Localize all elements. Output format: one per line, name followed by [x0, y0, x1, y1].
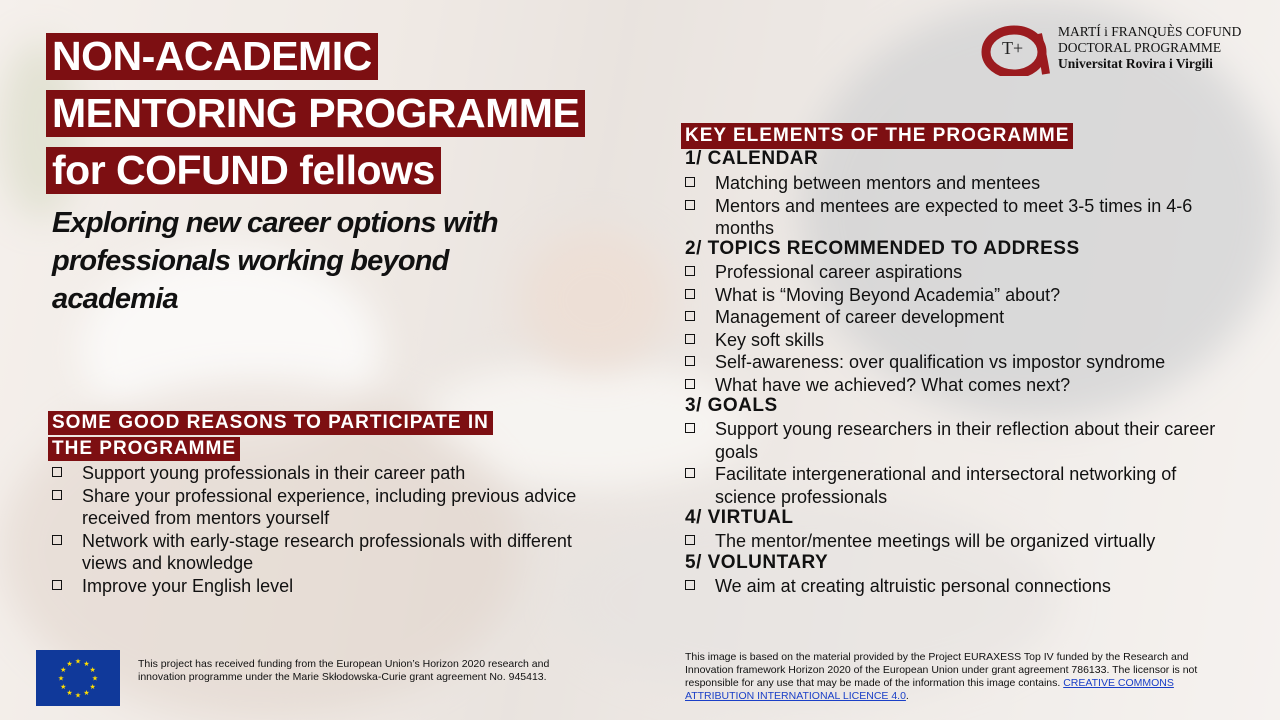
- eu-flag-icon: [36, 650, 120, 706]
- subtitle: Exploring new career options with professionals working beyond academia: [52, 207, 498, 315]
- eu-star: ★: [74, 658, 82, 666]
- checkbox-icon: [685, 580, 695, 590]
- list-item-text: What have we achieved? What comes next?: [715, 374, 1071, 395]
- eu-star: ★: [57, 675, 65, 683]
- checkbox-icon: [685, 334, 695, 344]
- checkbox-icon: [685, 311, 695, 321]
- list-item: [685, 418, 1225, 463]
- list-item: [685, 351, 1225, 374]
- urv-logo-icon: [980, 20, 1050, 76]
- list-item: [685, 530, 1225, 553]
- checkbox-icon: [52, 535, 62, 545]
- checkbox-icon: [685, 200, 695, 210]
- list-item-text: Share your professional experience, including previous advice received from mentors yourself: [82, 485, 577, 528]
- title-line-2: MENTORING PROGRAMME: [46, 90, 585, 137]
- checkbox-icon: [685, 266, 695, 276]
- list-item: [685, 284, 1225, 307]
- list-item-text: Network with early-stage research professionals with different views and knowledge: [82, 530, 572, 573]
- eu-star: ★: [91, 675, 99, 683]
- list-item: [52, 530, 617, 575]
- list-item: [685, 172, 1225, 195]
- reasons-header-line-1: SOME GOOD REASONS TO PARTICIPATE IN: [48, 411, 493, 435]
- eu-star: ★: [83, 690, 90, 698]
- license-link[interactable]: CREATIVE COMMONS ATTRIBUTION INTERNATIONAL LICENCE 4.0: [685, 677, 1174, 702]
- list-item: [685, 306, 1225, 329]
- credit-body: This image is based on the material provided by the Project EURAXESS Top IV funded by the Research and Innovation framework Horizon 2020 of the European Union under grant agreement 786133. The licensor is not responsible for any use that may be made of the information this image contains.: [685, 651, 1198, 689]
- list-item-text: What is “Moving Beyond Academia” about?: [715, 284, 1061, 305]
- list-item: [685, 195, 1225, 240]
- goals-list: [685, 418, 1225, 508]
- title-line-1: NON-ACADEMIC: [46, 33, 378, 80]
- checkbox-icon: [685, 379, 695, 389]
- list-item-text: Support young professionals in their career path: [82, 463, 466, 483]
- section-title-topics: 2/ TOPICS RECOMMENDED TO ADDRESS: [685, 238, 1080, 259]
- list-item-text: Professional career aspirations: [715, 262, 963, 282]
- title-line-3: for COFUND fellows: [46, 147, 441, 194]
- eu-star: ★: [83, 660, 90, 668]
- credit-end: .: [905, 690, 909, 702]
- list-item-text: Self-awareness: over qualification vs impostor syndrome: [715, 352, 1166, 372]
- list-item: [685, 329, 1225, 352]
- eu-star: ★: [66, 690, 73, 698]
- logo-line-3: Universitat Rovira i Virgili: [1058, 56, 1213, 71]
- section-title-goals: 3/ GOALS: [685, 395, 778, 416]
- list-item: [52, 462, 617, 485]
- reasons-list: [52, 462, 617, 597]
- list-item-text: Mentors and mentees are expected to meet 3-5 times in 4-6 months: [715, 195, 1193, 238]
- list-item-text: Matching between mentors and mentees: [715, 173, 1041, 193]
- eu-star: ★: [60, 684, 67, 691]
- eu-star: ★: [74, 692, 82, 700]
- eu-funding-text: This project has received funding from the European Union’s Horizon 2020 research and innovation programme under the Marie Skłodowska-Curie grant agreement No. 945413.: [138, 658, 550, 683]
- list-item: [685, 261, 1225, 284]
- list-item: [685, 575, 1225, 598]
- eu-star: ★: [60, 667, 67, 674]
- credit-text: [685, 651, 1225, 703]
- list-item: [685, 463, 1225, 508]
- section-title-calendar: 1/ CALENDAR: [685, 148, 819, 169]
- eu-star: ★: [89, 667, 96, 674]
- list-item-text: Facilitate intergenerational and intersectoral networking of science professionals: [715, 464, 1177, 507]
- section-title-virtual: 4/ VIRTUAL: [685, 507, 794, 528]
- section-title-voluntary: 5/ VOLUNTARY: [685, 552, 829, 573]
- checkbox-icon: [52, 580, 62, 590]
- reasons-header-line-2: THE PROGRAMME: [48, 437, 240, 461]
- checkbox-icon: [685, 468, 695, 478]
- logo-line-1: MARTÍ i FRANQUÈS COFUND: [1058, 24, 1242, 39]
- list-item: [52, 485, 617, 530]
- list-item: [52, 575, 617, 598]
- svg-text:T+: T+: [1002, 38, 1024, 58]
- logo-line-2: DOCTORAL PROGRAMME: [1058, 40, 1222, 55]
- list-item-text: Improve your English level: [82, 575, 294, 596]
- checkbox-icon: [685, 535, 695, 545]
- checkbox-icon: [685, 289, 695, 299]
- list-item-text: Management of career development: [715, 307, 1005, 327]
- checkbox-icon: [685, 177, 695, 187]
- calendar-list: [685, 172, 1225, 240]
- checkbox-icon: [52, 490, 62, 500]
- list-item-text: The mentor/mentee meetings will be organized virtually: [715, 531, 1156, 551]
- eu-star: ★: [66, 660, 73, 668]
- checkbox-icon: [685, 356, 695, 366]
- list-item-text: Key soft skills: [715, 329, 825, 350]
- urv-logo: [980, 20, 1250, 76]
- eu-star: ★: [89, 684, 96, 691]
- topics-list: [685, 261, 1225, 396]
- list-item-text: We aim at creating altruistic personal connections: [715, 576, 1111, 596]
- logo-text: [1058, 24, 1241, 72]
- list-item: [685, 374, 1225, 397]
- voluntary-list: [685, 575, 1225, 598]
- virtual-list: [685, 530, 1225, 553]
- key-elements-header: KEY ELEMENTS OF THE PROGRAMME: [681, 123, 1073, 149]
- checkbox-icon: [52, 467, 62, 477]
- list-item-text: Support young researchers in their reflection about their career goals: [715, 419, 1216, 462]
- checkbox-icon: [685, 423, 695, 433]
